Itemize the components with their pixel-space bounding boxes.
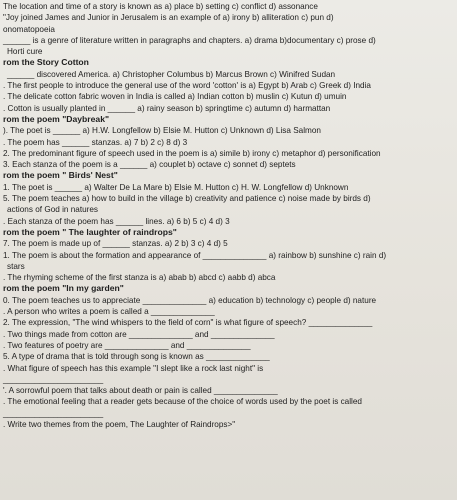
question-line: ______________________ [3, 374, 104, 384]
question-line: The location and time of a story is known as a) place b) setting c) conflict d) assonance [3, 2, 318, 11]
question-line: onomatopoeia [3, 24, 55, 34]
section-heading: rom the poem " Birds' Nest" [3, 170, 118, 181]
question-line: ). The poet is ______ a) H.W. Longfellow b) Elsie M. Hutton c) Unknown d) Lisa Salmon [3, 126, 321, 136]
question-line: . A person who writes a poem is called a ______________ [3, 307, 215, 317]
question-line: . Cotton is usually planted in ______ a) rainy season b) springtime c) autumn d) harmattan [3, 103, 331, 113]
question-line: 1. The poem is about the formation and appearance of ______________ a) rainbow b) sunshine c) rain d) [3, 250, 387, 260]
question-line: . The rhyming scheme of the first stanza is a) abab b) abcd c) aabb d) abca [3, 273, 276, 283]
question-line: ______________________ [3, 408, 104, 418]
question-line: 7. The poem is made up of ______ stanzas. a) 2 b) 3 c) 4 d) 5 [3, 239, 228, 249]
question-line: . Two things made from cotton are ______________ and ______________ [3, 329, 275, 339]
section-heading: rom the poem " The laughter of raindrops" [3, 226, 177, 237]
question-line: 3. Each stanza of the poem is a ______ a) couplet b) octave c) sonnet d) septets [3, 160, 296, 170]
question-line: ______ discovered America. a) Christopher Columbus b) Marcus Brown c) Winifred Sudan [7, 69, 336, 79]
question-line: . Each stanza of the poem has ______ lines. a) 6 b) 5 c) 4 d) 3 [3, 216, 230, 226]
question-line: 2. The predominant figure of speech used in the poem is a) simile b) irony c) metaphor d) personification [3, 148, 381, 158]
question-line: . The first people to introduce the general use of the word 'cotton' is a) Egypt b) Arab c) Greek d) India [3, 81, 371, 91]
question-line: . Write two themes from the poem, The Laughter of Raindrops>" [3, 419, 236, 429]
section-heading: rom the poem "Daybreak" [3, 113, 110, 124]
section-heading: rom the poem "In my garden" [3, 283, 124, 294]
question-line: ______ is a genre of literature written in paragraphs and chapters. a) drama b)documentary c) prose d) [3, 35, 376, 45]
question-line: 2. The expression, "The wind whispers to the field of corn" is what figure of speech? ______________ [3, 318, 373, 328]
question-line: . The emotional feeling that a reader gets because of the choice of words used by the poet is called [3, 397, 362, 407]
question-line: '. A sorrowful poem that talks about death or pain is called ______________ [3, 386, 278, 396]
question-line: . What figure of speech has this example "I slept like a rock last night" is [3, 363, 264, 373]
question-line: . Two features of poetry are ______________ and ______________ [3, 340, 251, 350]
question-line: stars [7, 261, 25, 271]
section-heading: rom the Story Cotton [3, 57, 89, 68]
question-line: 1. The poet is ______ a) Walter De La Mare b) Elsie M. Hutton c) H. W. Longfellow d) Unknown [3, 182, 349, 192]
question-line: actions of God in natures [7, 205, 99, 215]
question-line: 5. A type of drama that is told through song is known as ______________ [3, 352, 270, 362]
question-line: Horti cure [7, 47, 43, 57]
question-line: "Joy joined James and Junior in Jerusalem is an example of a) irony b) alliteration c) pun d) [3, 13, 334, 23]
question-line: . The poem has ______ stanzas. a) 7 b) 2 c) 8 d) 3 [3, 137, 188, 147]
question-line: 0. The poem teaches us to appreciate ______________ a) education b) technology c) people d) nature [3, 295, 377, 305]
question-line: 5. The poem teaches a) how to build in the village b) creativity and patience c) noise made by birds d) [3, 194, 371, 204]
question-line: . The delicate cotton fabric woven in India is called a) Indian cotton b) muslin c) Kutun d) umuin [3, 92, 347, 102]
